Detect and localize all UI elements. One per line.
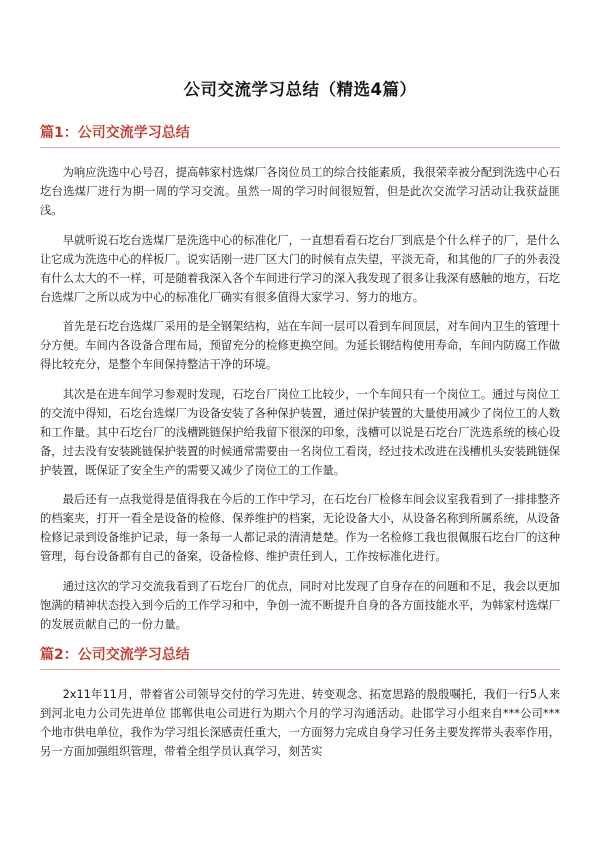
paragraph: 其次是在进车间学习参观时发现，石圪台厂岗位工比较少，一个车间只有一个岗位工。通过与岗位工的交流中得知，石圪台选煤厂为设备安装了各种保护装置，通过保护装置的大量使用减少了岗位工的人数和工作量。其中石圪台厂的浅槽跳链保护给我留下很深的印象，浅槽可以说是石圪台厂洗选系统的核心设备，过去没有安装跳链保护装置的时候通常需要由一名岗位工看岗，经过技术改进在浅槽机头安装跳链保护装置，既保证了安全生产的需要又减少了岗位工的工作量。 bbox=[40, 387, 560, 477]
document-title: 公司交流学习总结（精选4篇） bbox=[183, 80, 417, 99]
section-2 bbox=[40, 644, 560, 761]
section-1 bbox=[40, 122, 560, 634]
paragraph: 首先是石圪台选煤厂采用的是全钢架结构，站在车间一层可以看到车间顶层，对车间内卫生的管理十分方便。车间内各设备合理布局，预留充分的检修更换空间。为延长钢结构使用寿命，车间内防腐工作做得比较充分，是整个车间保持整洁干净的环境。 bbox=[40, 320, 560, 371]
paragraph: 为响应洗选中心号召，提高韩家村选煤厂各岗位员工的综合技能素质，我很荣幸被分配到洗选中心石圪台选煤厂进行为期一周的学习交流。虽然一周的学习时间很短暂，但是此次交流学习活动让我获益匪浅。 bbox=[40, 166, 560, 217]
paragraph: 最后还有一点我觉得是值得我在今后的工作中学习，在石圪台厂检修车间会议室我看到了一排排整齐的档案夹，打开一看全是设备的检修、保养维护的档案，无论设备大小，从设备名称到所属系统，从设备检修记录到设备维护记录，每一条每一人都记录的清清楚楚。作为一名检修工我也很佩服石圪台厂的这种管理，每台设备都有自己的备案，设备检修、维护责任到人，工作按标准化进行。 bbox=[40, 493, 560, 563]
paragraph: 早就听说石圪台选煤厂是洗选中心的标准化厂，一直想看看石圪台厂到底是个什么样子的厂，是什么让它成为洗选中心的样板厂。说实话刚一进厂区大门的时候有点失望，平淡无奇，和其他的厂子的外表没有什么太大的不一样，可是随着我深入各个车间进行学习的深入我发现了很多让我深有感触的地方，石圪台选煤厂之所以成为中心的标准化厂确实有很多值得大家学习、努力的地方。 bbox=[40, 233, 560, 304]
paragraph: 2x11年11月，带着省公司领导交付的学习先进、转变观念、拓宽思路的殷殷嘱托，我们一行5人来到河北电力公司先进单位 邯郸供电公司进行为期六个月的学习沟通活动。赴邯学习小组来自***公司***个地市供电单位，我作为学习组长深感责任重大，一方面努力完成自身学习任务主要发挥带头表率作用，另一方面加强组织管理，带着全组学员认真学习，刻苦实 bbox=[40, 688, 560, 758]
section-heading: 篇2：公司交流学习总结 bbox=[40, 644, 560, 670]
section-heading: 篇1：公司交流学习总结 bbox=[40, 122, 560, 148]
paragraph: 通过这次的学习交流我看到了石圪台厂的优点，同时对比发现了自身存在的问题和不足，我会以更加饱满的精神状态投入到今后的工作学习和中，争创一流不断提升自身的各方面技能水平，为韩家村选煤厂的发展贡献自己的一份力量。 bbox=[40, 579, 560, 631]
